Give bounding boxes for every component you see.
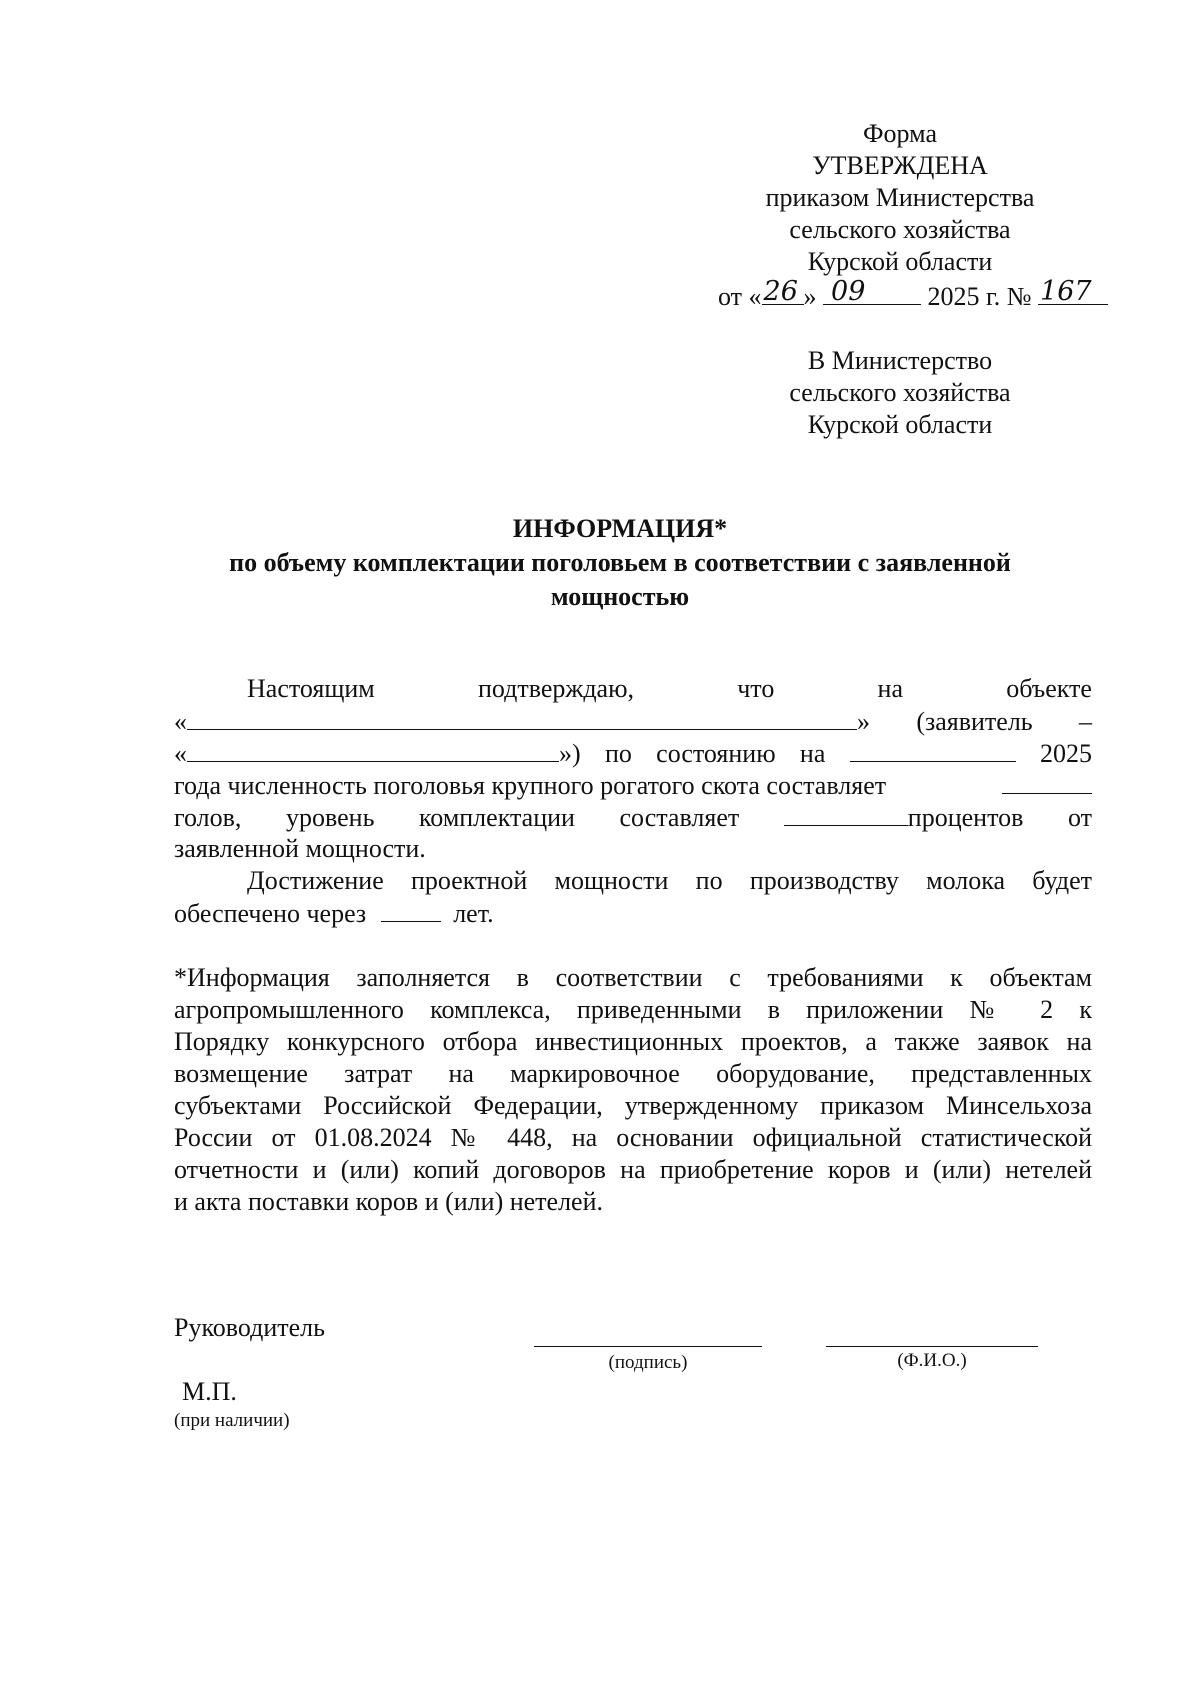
stamp-note: (при наличии) — [174, 1410, 290, 1431]
object-name-field[interactable] — [187, 705, 857, 730]
form-label: Форма — [863, 119, 937, 148]
footnote-line-7: отчетности и (или) копий договоров на приобретение коров и (или) нетелей — [174, 1155, 1092, 1184]
date-day-field — [762, 276, 804, 307]
applicant-name-field[interactable] — [187, 737, 559, 762]
order-line-3: Курской области — [807, 247, 993, 276]
document-subtitle-line-2: мощностью — [550, 582, 690, 611]
state-date-field[interactable] — [850, 737, 1016, 762]
footnote-line-4: возмещение затрат на маркировочное оборудование, представленных — [174, 1059, 1092, 1088]
order-date-line: от « 26 » 09 2025 г. № 167 — [718, 280, 1108, 313]
document-title: ИНФОРМАЦИЯ* — [512, 514, 728, 543]
order-number-field — [1038, 276, 1108, 307]
head-label: Руководитель — [174, 1313, 325, 1342]
footnote-line-8: и акта поставки коров и (или) нетелей. — [174, 1187, 604, 1216]
body-line-8: обеспечено через лет. — [174, 899, 494, 928]
body-line-1: Настоящим подтверждаю, что на объекте — [247, 674, 1092, 703]
order-line-1: приказом Министерства — [765, 183, 1035, 212]
body-line-4: года численность поголовья крупного рогатого скота составляет — [174, 769, 1092, 802]
date-month-handwritten: 09 — [831, 276, 866, 307]
signature-caption: (подпись) — [608, 1352, 688, 1373]
footnote — [174, 962, 1092, 1218]
approval-block — [700, 118, 1100, 278]
body-line-2: « » (заявитель – — [174, 707, 1092, 736]
signature-line[interactable] — [534, 1346, 762, 1347]
footnote-line-1: *Информация заполняется в соответствии с требованиями к объектам — [174, 963, 1092, 992]
addressee-line-3: Курской области — [807, 410, 993, 439]
addressee-line-1: В Министерство — [807, 346, 993, 375]
date-day-handwritten: 26 — [763, 276, 798, 307]
name-caption: (Ф.И.О.) — [897, 1350, 967, 1371]
body-line-3: « ») по состоянию на 2025 — [174, 739, 1092, 768]
footnote-line-2: агропромышленного комплекса, приведенными в приложении № 2 к — [174, 995, 1092, 1024]
body-line-7: Достижение проектной мощности по производству молока будет — [247, 866, 1092, 895]
body-line-5: голов, уровень комплектации составляет процентов от — [174, 803, 1092, 832]
body-line-6: заявленной мощности. — [174, 834, 426, 863]
order-line-2: сельского хозяйства — [789, 215, 1011, 244]
document-subtitle-line-1: по объему комплектации поголовьем в соответствии с заявленной — [229, 548, 1011, 577]
stamp-label: М.П. — [182, 1377, 237, 1406]
footnote-line-6: России от 01.08.2024 № 448, на основании официальной статистической — [174, 1123, 1092, 1152]
footnote-line-5: субъектами Российской Федерации, утвержденному приказом Минсельхоза — [174, 1091, 1092, 1120]
name-line[interactable] — [826, 1346, 1038, 1347]
years-field[interactable] — [381, 897, 441, 922]
footnote-line-3: Порядку конкурсного отбора инвестиционных проектов, а также заявок на — [174, 1027, 1092, 1056]
completion-percent-field[interactable] — [784, 801, 908, 826]
livestock-count-field[interactable] — [1002, 769, 1092, 794]
addressee-line-2: сельского хозяйства — [789, 378, 1011, 407]
addressee-block — [700, 345, 1100, 441]
approved-label: УТВЕРЖДЕНА — [812, 151, 988, 180]
date-month-field — [823, 276, 921, 307]
order-number-handwritten: 167 — [1040, 276, 1092, 307]
